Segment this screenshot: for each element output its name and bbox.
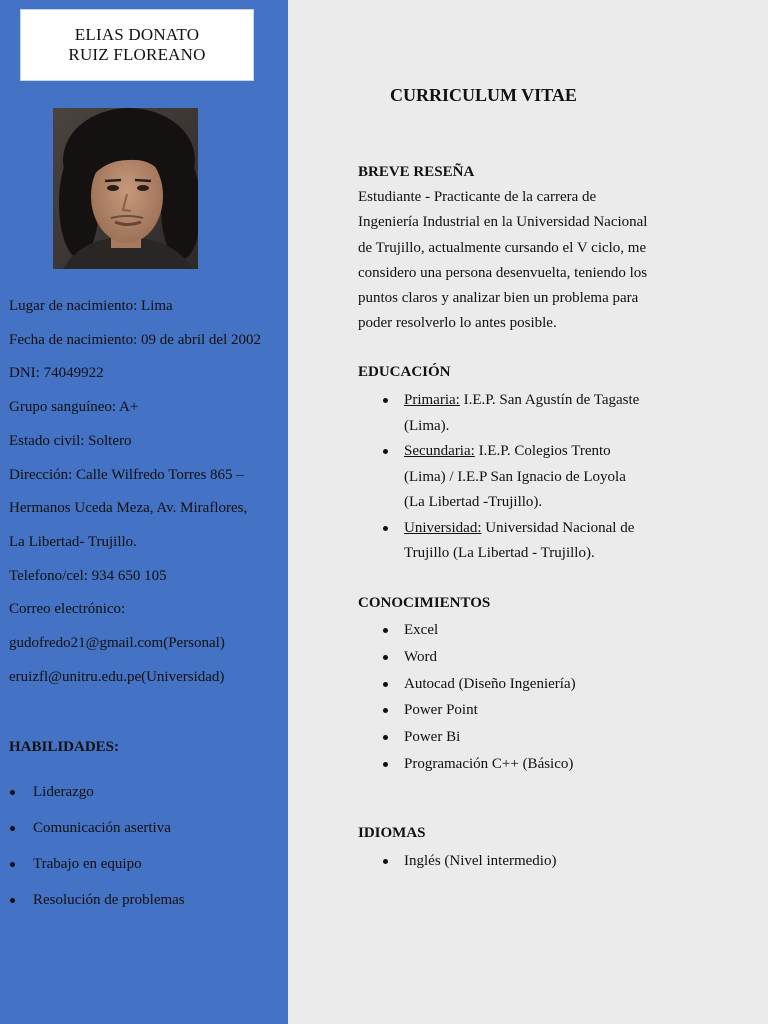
personal-info: [9, 290, 284, 694]
page-title: CURRICULUM VITAE: [390, 85, 577, 105]
list-item: Excel: [358, 617, 688, 644]
resena-line: considero una persona desenvuelta, teniendo los: [358, 264, 648, 281]
address-line-1: Dirección: Calle Wilfredo Torres 865 –: [9, 466, 244, 483]
education-label: Secundaria:: [404, 443, 475, 459]
list-item: Autocad (Diseño Ingeniería): [358, 671, 688, 698]
list-item: [358, 388, 688, 439]
education-label: Primaria:: [404, 392, 460, 408]
resena-line: Ingeniería Industrial en la Universidad Nacional: [358, 214, 648, 231]
education-value: Universidad Nacional de: [481, 519, 635, 536]
resena-line: puntos claros y analizar bien un problema para: [358, 290, 639, 307]
languages-list: [358, 848, 688, 874]
phone: Telefono/cel: 934 650 105: [9, 567, 167, 584]
list-item: Resolución de problemas: [9, 885, 185, 921]
list-item: Trabajo en equipo: [9, 849, 185, 885]
list-item: Liderazgo: [9, 777, 185, 813]
birthplace: Lugar de nacimiento: Lima: [9, 298, 173, 314]
name-box: [20, 9, 254, 81]
education-value: Trujillo (La Libertad - Trujillo).: [404, 545, 595, 561]
skills-heading: HABILIDADES:: [9, 739, 120, 755]
list-item: [358, 516, 688, 567]
address-line-3: La Libertad- Trujillo.: [9, 533, 137, 550]
email-personal: gudofredo21@gmail.com(Personal): [9, 635, 225, 652]
dni: DNI: 74049922: [9, 365, 104, 382]
email-label: Correo electrónico:: [9, 601, 126, 618]
list-item: Power Point: [358, 697, 688, 724]
profile-photo: [53, 108, 198, 269]
profile-photo-illustration: [53, 108, 198, 269]
resena-line: Estudiante - Practicante de la carrera de: [358, 189, 597, 205]
marital-status: Estado civil: Soltero: [9, 432, 132, 449]
education-value: I.E.P. San Agustín de Tagaste: [459, 392, 640, 408]
list-item: Word: [358, 644, 688, 671]
blood-type: Grupo sanguíneo: A+: [9, 399, 139, 416]
email-university: eruizfl@unitru.edu.pe(Universidad): [9, 668, 225, 685]
resena-line: de Trujillo, actualmente cursando el V ciclo, me: [358, 239, 647, 256]
sidebar: [0, 0, 288, 1024]
resena-text: [358, 185, 668, 337]
name-line-1: ELIAS DONATO: [74, 25, 200, 44]
knowledge-list: [358, 617, 688, 778]
name-line-2: RUIZ FLOREANO: [68, 45, 206, 64]
resena-line: poder resolverlo lo antes posible.: [358, 315, 557, 332]
list-item: Programación C++ (Básico): [358, 751, 688, 778]
address-line-2: Hermanos Uceda Meza, Av. Miraflores,: [9, 500, 248, 517]
list-item: Comunicación asertiva: [9, 813, 185, 849]
education-value: (La Libertad -Trujillo).: [404, 494, 543, 510]
education-list: [358, 388, 688, 567]
skills-list: [9, 777, 185, 921]
list-item: Power Bi: [358, 724, 688, 751]
education-value: I.E.P. Colegios Trento: [474, 443, 611, 459]
languages-heading: IDIOMAS: [358, 825, 426, 841]
education-value: (Lima) / I.E.P San Ignacio de Loyola: [404, 468, 626, 485]
education-value: (Lima).: [404, 417, 450, 434]
list-item: Inglés (Nivel intermedio): [358, 848, 688, 874]
list-item: [358, 439, 688, 516]
education-heading: EDUCACIÓN: [358, 364, 451, 380]
education-label: Universidad:: [404, 519, 482, 536]
resena-heading: BREVE RESEÑA: [358, 164, 475, 180]
knowledge-heading: CONOCIMIENTOS: [358, 595, 491, 611]
birthdate: Fecha de nacimiento: 09 de abril del 2002: [9, 331, 262, 348]
